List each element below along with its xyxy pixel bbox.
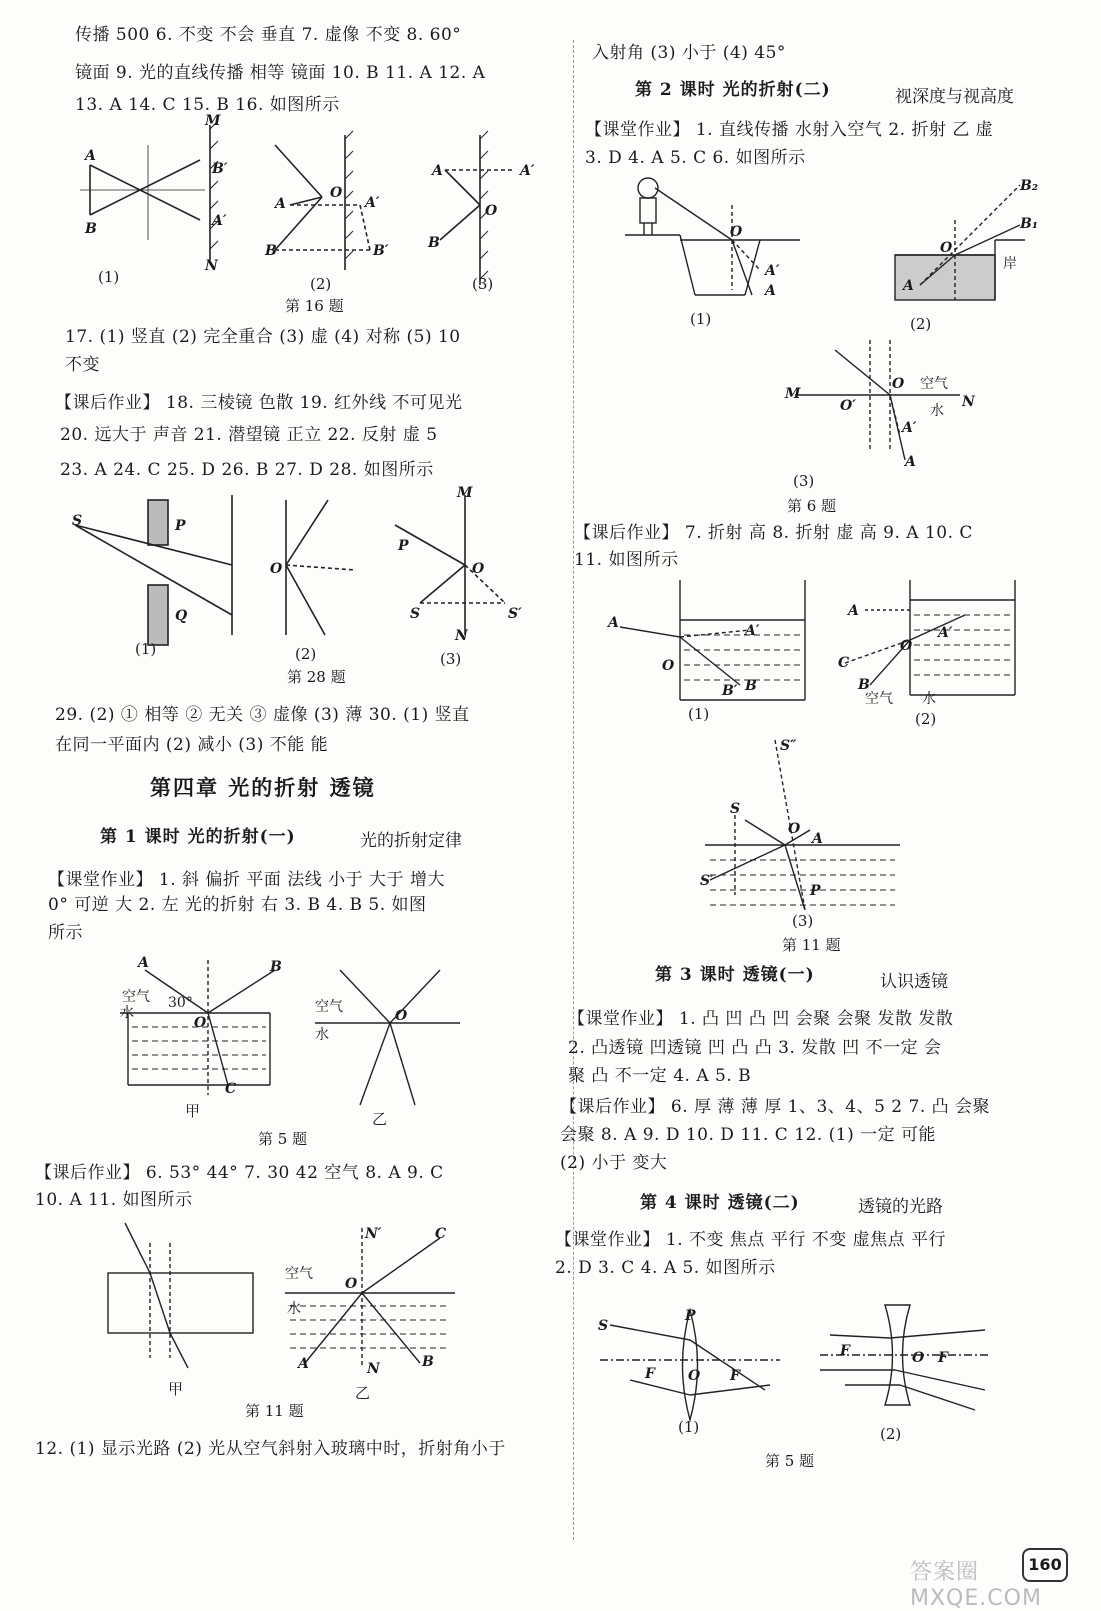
lesson3-title: 第 3 课时 透镜(一) <box>655 965 815 985</box>
svg-text:P: P <box>398 538 409 554</box>
text-line: 传播 500 6. 不变 不会 垂直 7. 虚像 不变 8. 60° <box>75 25 462 45</box>
lesson3-subtitle: 认识透镜 <box>880 972 948 992</box>
fig5-label-yi: 乙 <box>372 1110 388 1128</box>
svg-text:S′: S′ <box>700 873 714 889</box>
fig5b-label-2: (2) <box>880 1425 902 1443</box>
text-line: 23. A 24. C 25. D 26. B 27. D 28. 如图所示 <box>60 460 434 480</box>
svg-text:M: M <box>785 386 801 402</box>
fig11-air: 空气 <box>285 1266 313 1282</box>
svg-text:B′: B′ <box>722 683 738 699</box>
fig28-caption: 第 28 题 <box>287 668 346 686</box>
svg-text:F: F <box>938 1350 948 1366</box>
svg-text:O: O <box>912 1350 925 1366</box>
fig11b-label-3: (3) <box>792 912 814 930</box>
fig5-water: 水 <box>120 1005 134 1021</box>
svg-text:A: A <box>138 955 149 971</box>
svg-text:S′: S′ <box>508 606 522 622</box>
fig11-label-yi: 乙 <box>355 1384 371 1402</box>
fig6-label-2: (2) <box>910 315 932 333</box>
svg-text:B: B <box>422 1354 434 1370</box>
text-line: 【课堂作业】 1. 不变 焦点 平行 不变 虚焦点 平行 <box>555 1230 947 1250</box>
svg-text:B: B <box>85 221 97 237</box>
svg-text:B₁: B₁ <box>1020 216 1038 232</box>
fig5-air: 空气 <box>122 989 150 1005</box>
fig11b-caption: 第 11 题 <box>782 936 841 954</box>
svg-text:A: A <box>85 148 96 164</box>
figure-5-lens <box>590 1300 1000 1425</box>
svg-text:F: F <box>730 1368 740 1384</box>
svg-text:A: A <box>608 615 619 631</box>
figure-11-left <box>100 1218 460 1378</box>
svg-text:C: C <box>435 1226 447 1242</box>
fig11-caption: 第 11 题 <box>245 1402 304 1420</box>
text-line: 10. A 11. 如图所示 <box>35 1190 193 1210</box>
fig11b-water: 水 <box>922 691 936 707</box>
text-line: 所示 <box>48 923 83 943</box>
svg-text:A′: A′ <box>520 163 535 179</box>
lesson4-title: 第 4 课时 透镜(二) <box>640 1193 800 1213</box>
svg-text:O: O <box>472 561 485 577</box>
fig5-angle: 30° <box>168 995 193 1011</box>
svg-text:N: N <box>962 394 975 410</box>
lesson4-subtitle: 透镜的光路 <box>858 1197 943 1217</box>
svg-text:N: N <box>367 1361 380 1377</box>
svg-text:S: S <box>410 606 421 622</box>
text-line: 【课后作业】 7. 折射 高 8. 折射 虚 高 9. A 10. C <box>574 523 973 543</box>
svg-text:N: N <box>455 628 468 644</box>
fig28-label-3: (3) <box>440 650 462 668</box>
text-line: 2. 凸透镜 凹透镜 凹 凸 凸 3. 发散 凹 不一定 会 <box>568 1038 942 1058</box>
svg-text:C: C <box>838 655 850 671</box>
svg-text:A′: A′ <box>212 213 227 229</box>
text-line: 【课后作业】 18. 三棱镜 色散 19. 红外线 不可见光 <box>55 393 463 413</box>
svg-text:A: A <box>812 831 823 847</box>
fig5-air2: 空气 <box>315 999 343 1015</box>
svg-text:B′: B′ <box>373 243 389 259</box>
svg-text:C: C <box>225 1081 237 1097</box>
figure-28 <box>60 485 560 655</box>
svg-text:A: A <box>432 163 443 179</box>
svg-text:A: A <box>298 1356 309 1372</box>
fig6-air: 空气 <box>920 376 948 392</box>
svg-text:A: A <box>765 283 776 299</box>
fig11b-air: 空气 <box>865 691 893 707</box>
svg-text:O: O <box>730 224 743 240</box>
fig16-label-3: (3) <box>472 275 494 293</box>
text-line: 不变 <box>65 355 100 375</box>
fig5-caption: 第 5 题 <box>258 1130 308 1148</box>
text-line: 3. D 4. A 5. C 6. 如图所示 <box>585 148 806 168</box>
fig11-label-jia: 甲 <box>168 1380 184 1398</box>
chapter-title: 第四章 光的折射 透镜 <box>150 775 376 800</box>
svg-text:O: O <box>892 376 905 392</box>
text-line: (2) 小于 变大 <box>560 1153 668 1173</box>
svg-text:O: O <box>788 821 801 837</box>
svg-text:O: O <box>270 561 283 577</box>
svg-text:O: O <box>900 638 913 654</box>
fig5-water2: 水 <box>315 1027 329 1043</box>
svg-text:P: P <box>810 883 821 899</box>
watermark: 答案圈 MXQE.COM <box>910 1560 1042 1611</box>
fig6-label-1: (1) <box>690 310 712 328</box>
text-line: 20. 远大于 声音 21. 潜望镜 正立 22. 反射 虚 5 <box>60 425 438 445</box>
svg-text:P: P <box>175 518 186 534</box>
text-line: 11. 如图所示 <box>574 550 679 570</box>
figure-11-right <box>600 575 1040 935</box>
fig16-caption: 第 16 题 <box>285 297 344 315</box>
svg-text:N′: N′ <box>365 1226 382 1242</box>
lesson1-title: 第 1 课时 光的折射(一) <box>100 827 296 847</box>
fig16-label-2: (2) <box>310 275 332 293</box>
text-line: 【课堂作业】 1. 直线传播 水射入空气 2. 折射 乙 虚 <box>585 120 994 140</box>
svg-text:M: M <box>205 113 221 129</box>
page-number: 160 <box>1022 1548 1068 1582</box>
svg-text:F: F <box>645 1366 655 1382</box>
svg-text:B: B <box>858 677 870 693</box>
fig5b-caption: 第 5 题 <box>765 1452 815 1470</box>
text-line: 12. (1) 显示光路 (2) 光从空气斜射入玻璃中时，折射角小于 <box>35 1439 506 1459</box>
text-line: 镜面 9. 光的直线传播 相等 镜面 10. B 11. A 12. A <box>75 63 486 83</box>
svg-text:O: O <box>194 1015 207 1031</box>
text-line: 聚 凸 不一定 4. A 5. B <box>568 1066 752 1086</box>
svg-text:O: O <box>485 203 498 219</box>
fig6-caption: 第 6 题 <box>787 497 837 515</box>
text-line: 在同一平面内 (2) 减小 (3) 不能 能 <box>55 735 329 755</box>
text-line: 2. D 3. C 4. A 5. 如图所示 <box>555 1258 776 1278</box>
lesson2-subtitle: 视深度与视高度 <box>895 87 1014 107</box>
text-line: 会聚 8. A 9. D 10. D 11. C 12. (1) 一定 可能 <box>560 1125 937 1145</box>
fig6-water: 水 <box>930 403 944 419</box>
text-line: 【课后作业】 6. 厚 薄 薄 厚 1、3、4、5 2 7. 凸 会聚 <box>560 1097 991 1117</box>
svg-text:A: A <box>905 454 916 470</box>
svg-text:S″: S″ <box>780 738 797 754</box>
svg-text:S: S <box>598 1318 609 1334</box>
lesson2-title: 第 2 课时 光的折射(二) <box>635 80 831 100</box>
svg-text:O: O <box>688 1368 701 1384</box>
svg-text:B: B <box>265 243 277 259</box>
fig28-label-1: (1) <box>135 640 157 658</box>
text-line: 13. A 14. C 15. B 16. 如图所示 <box>75 95 340 115</box>
fig6-label-3: (3) <box>793 472 815 490</box>
text-line: 【课堂作业】 1. 斜 偏折 平面 法线 小于 大于 增大 <box>48 870 445 890</box>
svg-text:A: A <box>848 603 859 619</box>
fig6-shore: 岸 <box>1003 256 1017 272</box>
fig5-label-jia: 甲 <box>185 1102 201 1120</box>
text-line: 【课堂作业】 1. 凸 凹 凸 凹 会聚 会聚 发散 发散 <box>568 1009 954 1029</box>
svg-text:A′: A′ <box>745 623 760 639</box>
svg-text:A′: A′ <box>902 420 917 436</box>
fig28-label-2: (2) <box>295 645 317 663</box>
svg-text:B: B <box>270 959 282 975</box>
svg-text:S: S <box>730 801 741 817</box>
svg-text:F: F <box>840 1343 850 1359</box>
svg-text:O: O <box>330 185 343 201</box>
fig5b-label-1: (1) <box>678 1418 700 1436</box>
figure-5 <box>110 955 470 1105</box>
text-line: 【课后作业】 6. 53° 44° 7. 30 42 空气 8. A 9. C <box>35 1163 444 1183</box>
svg-text:O: O <box>345 1276 358 1292</box>
svg-text:N: N <box>205 258 218 274</box>
fig11b-label-1: (1) <box>688 705 710 723</box>
svg-text:M: M <box>457 485 473 501</box>
svg-text:P: P <box>685 1308 696 1324</box>
text-line: 17. (1) 竖直 (2) 完全重合 (3) 虚 (4) 对称 (5) 10 <box>65 327 461 347</box>
svg-text:O: O <box>395 1008 408 1024</box>
svg-text:A: A <box>275 196 286 212</box>
fig11b-label-2: (2) <box>915 710 937 728</box>
svg-text:B: B <box>428 235 440 251</box>
svg-text:B′: B′ <box>212 161 228 177</box>
svg-text:O: O <box>662 658 675 674</box>
svg-text:O: O <box>940 240 953 256</box>
svg-text:O′: O′ <box>840 398 856 414</box>
svg-text:A′: A′ <box>938 625 953 641</box>
text-line: 0° 可逆 大 2. 左 光的折射 右 3. B 4. B 5. 如图 <box>48 895 427 915</box>
fig11-water: 水 <box>287 1301 301 1317</box>
lesson1-subtitle: 光的折射定律 <box>360 831 462 851</box>
svg-text:B: B <box>745 678 757 694</box>
right-column <box>555 0 1101 1600</box>
fig16-label-1: (1) <box>98 268 120 286</box>
svg-text:A′: A′ <box>765 263 780 279</box>
svg-text:A′: A′ <box>365 195 380 211</box>
svg-text:S: S <box>72 513 83 529</box>
svg-text:A: A <box>903 278 914 294</box>
text-line: 入射角 (3) 小于 (4) 45° <box>592 43 786 63</box>
text-line: 29. (2) ① 相等 ② 无关 ③ 虚像 (3) 薄 30. (1) 竖直 <box>55 705 470 725</box>
svg-text:B₂: B₂ <box>1020 178 1038 194</box>
svg-text:Q: Q <box>175 608 188 624</box>
